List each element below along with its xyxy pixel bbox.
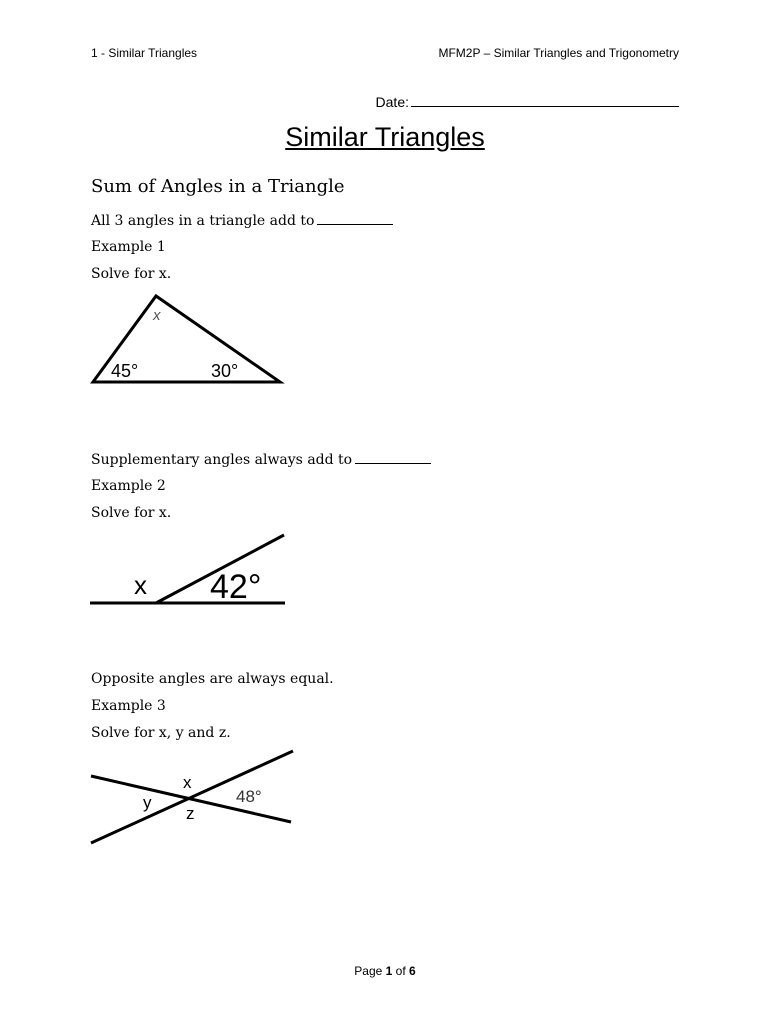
footer-of-word: of xyxy=(395,964,406,978)
supplementary-angle-figure xyxy=(88,530,288,610)
opposite-x-label: x xyxy=(183,773,192,792)
header-right: MFM2P – Similar Triangles and Trigonometry xyxy=(438,46,679,60)
angle-sum-blank xyxy=(317,212,393,225)
supplementary-x-label: x xyxy=(134,570,147,600)
supplementary-angle-label: 42° xyxy=(210,568,262,606)
example-1-instruction: Solve for x. xyxy=(91,266,172,282)
triangle-x-label: x xyxy=(153,307,161,324)
angle-sum-statement xyxy=(91,212,393,229)
section-heading-angle-sum: Sum of Angles in a Triangle xyxy=(91,176,345,197)
supplementary-text: Supplementary angles always add to xyxy=(91,452,353,468)
header-left: 1 - Similar Triangles xyxy=(91,46,198,60)
triangle-angle-left: 45° xyxy=(111,361,139,381)
example-2-label: Example 2 xyxy=(91,478,166,494)
example-3-instruction: Solve for x, y and z. xyxy=(91,725,231,741)
page-title: Similar Triangles xyxy=(285,122,485,152)
opposite-z-label: z xyxy=(186,804,195,823)
triangle-figure xyxy=(85,290,290,390)
example-2-instruction: Solve for x. xyxy=(91,505,172,521)
intersecting-line-2 xyxy=(91,751,293,843)
footer-page-word: Page xyxy=(354,964,383,978)
supplementary-blank xyxy=(355,451,431,464)
date-label: Date: xyxy=(375,94,409,110)
footer-total-pages: 6 xyxy=(409,964,416,978)
triangle-angle-right: 30° xyxy=(211,361,239,381)
page-footer xyxy=(0,964,770,978)
opposite-angles-statement: Opposite angles are always equal. xyxy=(91,671,334,687)
date-field xyxy=(376,94,679,110)
footer-page-number: 1 xyxy=(385,964,393,978)
angle-sum-text: All 3 angles in a triangle add to xyxy=(91,213,315,229)
opposite-angle-label: 48° xyxy=(236,787,262,806)
opposite-y-label: y xyxy=(143,793,152,812)
example-1-label: Example 1 xyxy=(91,239,166,255)
date-blank-line xyxy=(411,94,679,107)
supplementary-statement xyxy=(91,451,431,468)
opposite-angles-figure xyxy=(88,746,298,848)
example-3-label: Example 3 xyxy=(91,698,166,714)
